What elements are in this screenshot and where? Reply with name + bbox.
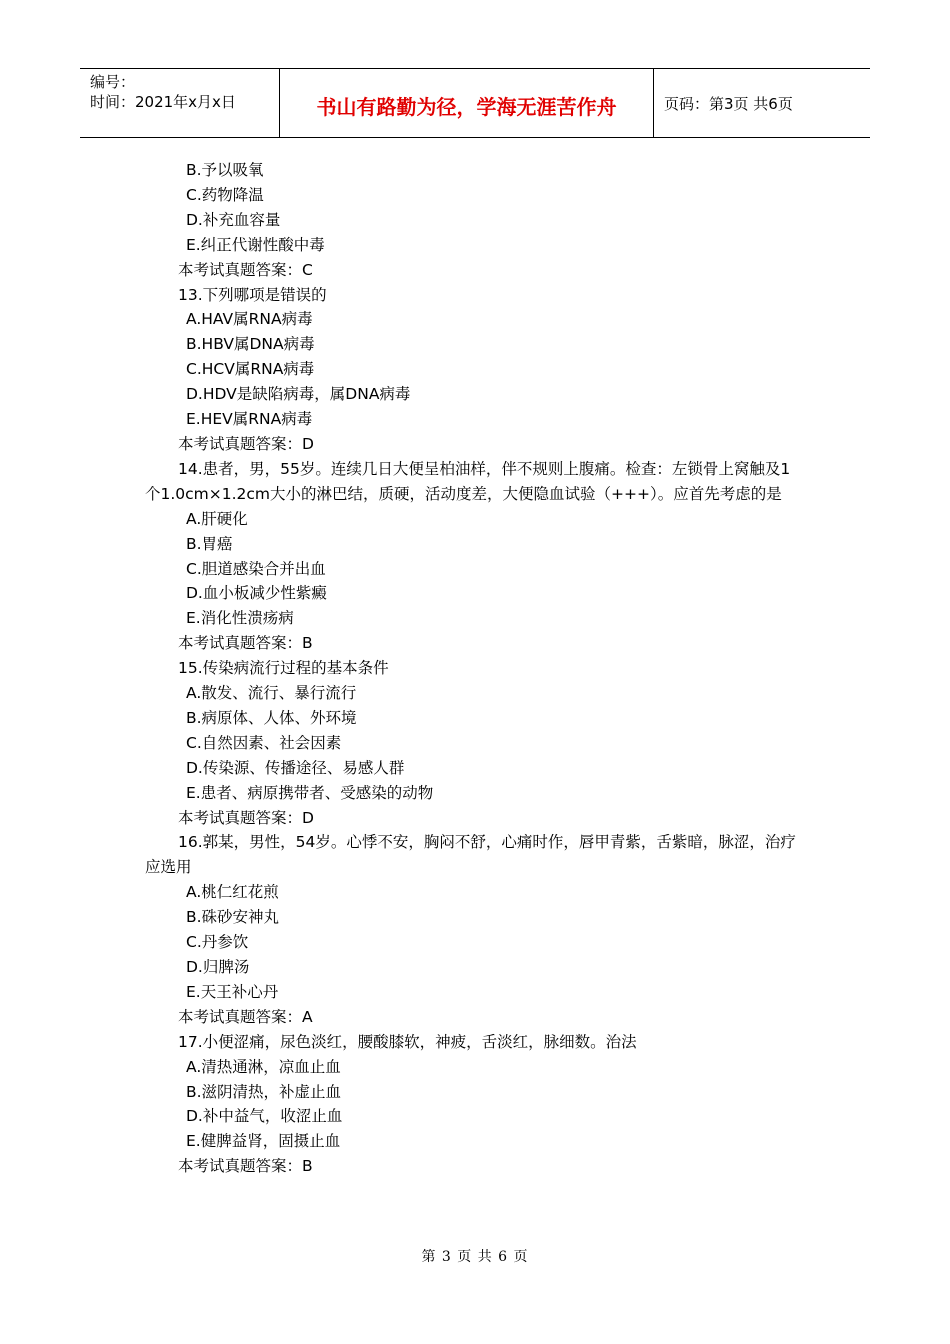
answer-option: E.HEV属RNA病毒 — [186, 410, 313, 429]
header-meta — [80, 69, 280, 137]
answer-option: A.清热通淋，凉血止血 — [186, 1057, 341, 1076]
answer-key: 本考试真题答案：B — [178, 1157, 313, 1176]
question-stem: 17.小便涩痛，尿色淡红，腰酸膝软，神疲，舌淡红，脉细数。治法 — [178, 1032, 637, 1051]
question-content — [145, 158, 805, 1179]
answer-option: D.血小板减少性紫癜 — [186, 584, 327, 603]
answer-option: D.归脾汤 — [186, 958, 250, 976]
page-header — [80, 68, 870, 138]
header-page-label: 页码：第3页 共6页 — [664, 94, 793, 113]
answer-option: E.患者、病原携带者、受感染的动物 — [186, 783, 434, 802]
document-time-label: 时间：2021年x月x日 — [90, 93, 236, 111]
answer-key: 本考试真题答案：C — [178, 260, 313, 279]
question-stem: 16.郭某，男性，54岁。心悸不安，胸闷不舒，心痛时作，唇甲青紫，舌紫暗，脉涩，治疗应选用 — [145, 833, 796, 877]
answer-option: E.纠正代谢性酸中毒 — [186, 235, 325, 254]
answer-option: C.自然因素、社会因素 — [186, 733, 342, 752]
header-motto: 书山有路勤为径，学海无涯苦作舟 — [280, 69, 654, 137]
answer-option: B.硃砂安神丸 — [186, 908, 280, 927]
answer-key: 本考试真题答案：B — [178, 634, 313, 653]
answer-option: C.HCV属RNA病毒 — [186, 360, 315, 379]
page-footer: 第 3 页 共 6 页 — [421, 1249, 529, 1265]
answer-key: 本考试真题答案：D — [178, 434, 314, 453]
answer-option: D.传染源、传播途径、易感人群 — [186, 758, 405, 777]
answer-option: D.补充血容量 — [186, 210, 281, 229]
answer-option: B.病原体、人体、外环境 — [186, 708, 357, 727]
answer-key: 本考试真题答案：D — [178, 808, 314, 827]
question-stem: 13.下列哪项是错误的 — [178, 285, 327, 304]
answer-key: 本考试真题答案：A — [178, 1007, 313, 1026]
answer-option: B.胃癌 — [186, 534, 233, 553]
answer-option: A.桃仁红花煎 — [186, 883, 279, 902]
answer-option: D.补中益气，收涩止血 — [186, 1107, 343, 1126]
question-stem: 15.传染病流行过程的基本条件 — [178, 659, 389, 678]
answer-option: A.散发、流行、暴行流行 — [186, 684, 357, 703]
answer-option: C.胆道感染合并出血 — [186, 559, 326, 578]
answer-option: E.健脾益肾，固摄止血 — [186, 1132, 341, 1151]
answer-option: C.药物降温 — [186, 185, 264, 204]
answer-option: B.予以吸氧 — [186, 161, 264, 179]
answer-option: B.滋阴清热，补虚止血 — [186, 1082, 342, 1101]
answer-option: B.HBV属DNA病毒 — [186, 335, 315, 354]
answer-option: A.肝硬化 — [186, 509, 248, 528]
answer-option: A.HAV属RNA病毒 — [186, 310, 313, 329]
question-stem: 14.患者，男，55岁。连续几日大便呈柏油样，伴不规则上腹痛。检查：左锁骨上窝触及1个1.0cm×1.2cm大小的淋巴结，质硬，活动度差，大便隐血试验（+++）。应首先考虑的是 — [145, 459, 791, 503]
answer-option: D.HDV是缺陷病毒，属DNA病毒 — [186, 385, 411, 404]
answer-option: E.天王补心丹 — [186, 982, 279, 1001]
answer-option: C.丹参饮 — [186, 933, 249, 952]
answer-option: E.消化性溃疡病 — [186, 609, 294, 628]
document-number-label: 编号： — [90, 73, 136, 91]
